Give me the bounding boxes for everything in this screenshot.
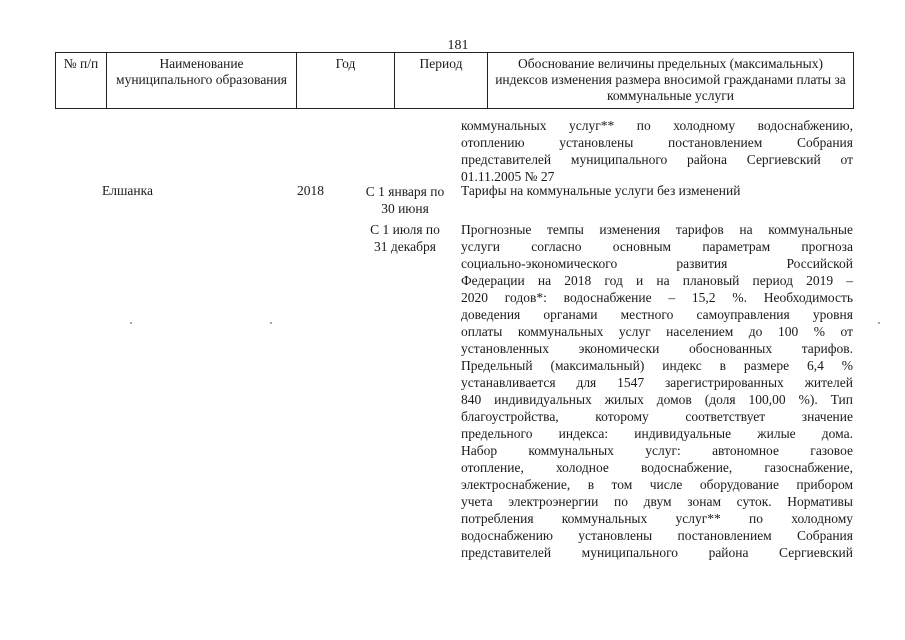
table-header: [55, 52, 854, 109]
row-year: 2018: [297, 183, 324, 198]
continuation-text: [461, 117, 853, 185]
tariff-unchanged-text: Тарифы на коммунальные услуги без изменений: [461, 183, 741, 198]
column-header-year: Год: [297, 53, 395, 109]
basis-line: потребления коммунальных услуг** по холодному: [461, 511, 853, 526]
scan-speck: [878, 322, 880, 324]
period-first-half: С 1 января по 30 июня: [365, 184, 445, 216]
basis-line: благоустройства, которому соответствует значение: [461, 409, 853, 424]
basis-line: социально-экономического развития Российской: [461, 256, 853, 271]
municipality-name: Елшанка: [102, 183, 153, 198]
basis-line: представителей муниципального района Сергиевский: [461, 545, 853, 560]
scan-speck: [270, 322, 272, 324]
basis-line: услуги согласно основным параметрам прогноза: [461, 239, 853, 254]
column-header-basis: Обоснование величины предельных (максимальных) индексов изменения размера вносимой гражданами платы за коммунальные услуги: [488, 53, 854, 109]
basis-line: установленных экономически обоснованных тарифов.: [461, 341, 853, 356]
basis-line: учета электроэнергии по двум зонам суток. Нормативы: [461, 494, 853, 509]
basis-line: Предельный (максимальный) индекс в размере 6,4 %: [461, 358, 853, 373]
column-header-number: № п/п: [56, 53, 107, 109]
basis-line: устанавливается для 1547 зарегистрированных жителей: [461, 375, 853, 390]
basis-line: водоснабжению установлены постановлением Собрания: [461, 528, 853, 543]
basis-line: доведения органами местного самоуправления уровня: [461, 307, 853, 322]
column-header-municipality: Наименование муниципального образования: [107, 53, 297, 109]
continuation-line: коммунальных услуг** по холодному водоснабжению,: [461, 118, 853, 133]
basis-line: электроснабжение, в том числе оборудование прибором: [461, 477, 853, 492]
period-second-half: С 1 июля по 31 декабря: [370, 222, 440, 254]
column-header-period: Период: [395, 53, 488, 109]
scan-speck: [130, 322, 132, 324]
basis-line: отопление, холодное водоснабжение, газоснабжение,: [461, 460, 853, 475]
continuation-line: 01.11.2005 № 27: [461, 169, 555, 184]
basis-line: Набор коммунальных услуг: автономное газовое: [461, 443, 853, 458]
basis-line: 840 индивидуальных жилых домов (доля 100,00 %). Тип: [461, 392, 853, 407]
basis-line: Прогнозные темпы изменения тарифов на коммунальные: [461, 222, 853, 237]
basis-text: [461, 221, 853, 561]
basis-line: оплаты коммунальных услуг населением до 100 % от: [461, 324, 853, 339]
basis-line: предельного индекса: индивидуальные жилые дома.: [461, 426, 853, 441]
page-number: 181: [447, 38, 469, 53]
continuation-line: представителей муниципального района Сергиевский от: [461, 152, 853, 167]
basis-line: Федерации на 2018 год и на плановый период 2019 –: [461, 273, 853, 288]
continuation-line: отоплению установлены постановлением Собрания: [461, 135, 853, 150]
basis-line: 2020 годов*: водоснабжение – 15,2 %. Необходимость: [461, 290, 853, 305]
